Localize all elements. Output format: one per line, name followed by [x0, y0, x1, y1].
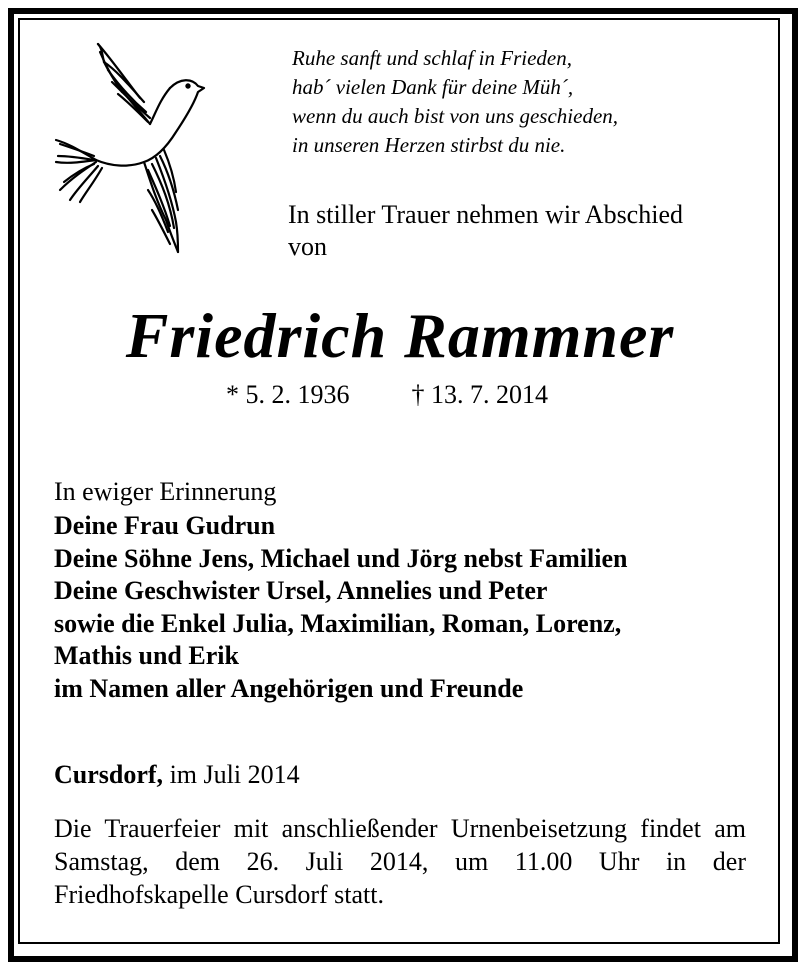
farewell-line: In stiller Trauer nehmen wir Abschied: [288, 200, 683, 229]
birth-date: * 5. 2. 1936: [226, 380, 350, 409]
poem-line: Ruhe sanft und schlaf in Frieden,: [292, 46, 572, 70]
mourner-line: Deine Söhne Jens, Michael und Jörg nebst Familien: [54, 543, 628, 573]
service-notice: Die Trauerfeier mit anschließender Urnenbeisetzung findet am Samstag, dem 26. Juli 2014, um 11.00 Uhr in der Friedhofskapelle Cursdorf statt.: [54, 814, 746, 909]
poem-line: wenn du auch bist von uns geschieden,: [292, 104, 619, 128]
date: im Juli 2014: [169, 760, 300, 789]
mourners-list: [54, 510, 754, 705]
poem-line: hab´ vielen Dank für deine Müh´,: [292, 75, 574, 99]
place-date: [54, 759, 300, 791]
place: Cursdorf,: [54, 760, 164, 789]
deceased-name: Friedrich Rammner: [125, 300, 675, 371]
death-date: † 13. 7. 2014: [411, 380, 548, 409]
mourner-line: sowie die Enkel Julia, Maximilian, Roman, Lorenz,: [54, 608, 622, 638]
dove-icon: [52, 40, 212, 255]
memory-intro: In ewiger Erinnerung: [54, 477, 277, 506]
mourner-line: im Namen aller Angehörigen und Freunde: [54, 673, 524, 703]
farewell-line: von: [288, 232, 327, 261]
poem-line: in unseren Herzen stirbst du nie.: [292, 133, 566, 157]
farewell-text: [288, 199, 768, 263]
mourner-line: Mathis und Erik: [54, 641, 239, 670]
mourner-line: Deine Geschwister Ursel, Annelies und Peter: [54, 576, 548, 605]
mourner-line: Deine Frau Gudrun: [54, 511, 276, 540]
poem: [292, 44, 762, 160]
life-dates: [226, 378, 548, 412]
